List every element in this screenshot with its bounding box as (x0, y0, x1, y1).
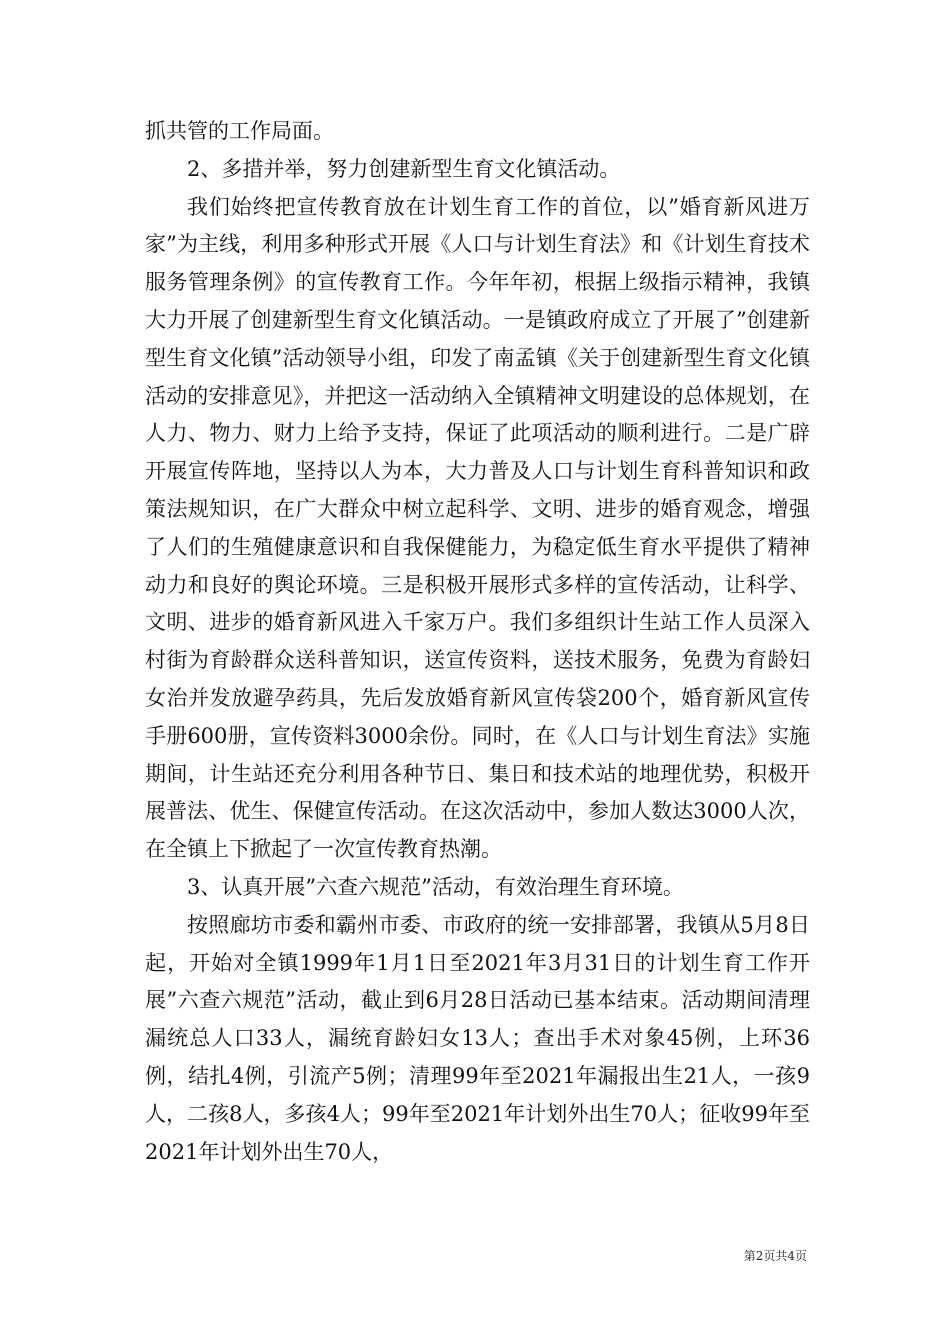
section-heading-2: 2、多措并举，努力创建新型生育文化镇活动。 (187, 156, 621, 181)
paragraph-six-checks: 按照廊坊市委和霸州市委、市政府的统一安排部署，我镇从5月8日起，开始对全镇1999年1月1日至2021年3月31日的计划生育工作开展”六查六规范”活动，截止到6月28日活动已基本结束。活动期间清理漏统总人口33人，漏统育龄妇女13人；查出手术对象45例，上环36例，结扎4例，引流产5例；清理99年至2021年漏报出生21人，一孩9人，二孩8人，多孩4人；99年至2021年计划外出生70人；征收99年至2021年计划外出生70人， (145, 912, 810, 1164)
paragraph-continuation: 抓共管的工作局面。 (145, 119, 334, 143)
section-heading-3: 3、认真开展”六查六规范”活动，有效治理生育环境。 (187, 874, 684, 899)
page-number-footer: 第2页共4页 (743, 1249, 807, 1263)
document-body (145, 113, 810, 1171)
paragraph-propaganda: 我们始终把宣传教育放在计划生育工作的首位，以”婚育新风进万家”为主线，利用多种形式开展《人口与计划生育法》和《计划生育技术服务管理条例》的宣传教育工作。今年年初，根据上级指示精神，我镇大力开展了创建新型生育文化镇活动。一是镇政府成立了开展了”创建新型生育文化镇”活动领导小组，印发了南孟镇《关于创建新型生育文化镇活动的安排意见》，并把这一活动纳入全镇精神文明建设的总体规划，在人力、物力、财力上给予支持，保证了此项活动的顺利进行。二是广辟开展宣传阵地，坚持以人为本，大力普及人口与计划生育科普知识和政策法规知识，在广大群众中树立起科学、文明、进步的婚育观念，增强了人们的生殖健康意识和自我保健能力，为稳定低生育水平提供了精神动力和良好的舆论环境。三是积极开展形式多样的宣传活动，让科学、文明、进步的婚育新风进入千家万户。我们多组织计生站工作人员深入村街为育龄群众送科普知识，送宣传资料，送技术服务，免费为育龄妇女治并发放避孕药具，先后发放婚育新风宣传袋200个，婚育新风宣传手册600册，宣传资料3000余份。同时，在《人口与计划生育法》实施期间，计生站还充分利用各种节日、集日和技术站的地理优势，积极开展普法、优生、保健宣传活动。在这次活动中，参加人数达3000人次，在全镇上下掀起了一次宣传教育热潮。 (145, 194, 810, 862)
